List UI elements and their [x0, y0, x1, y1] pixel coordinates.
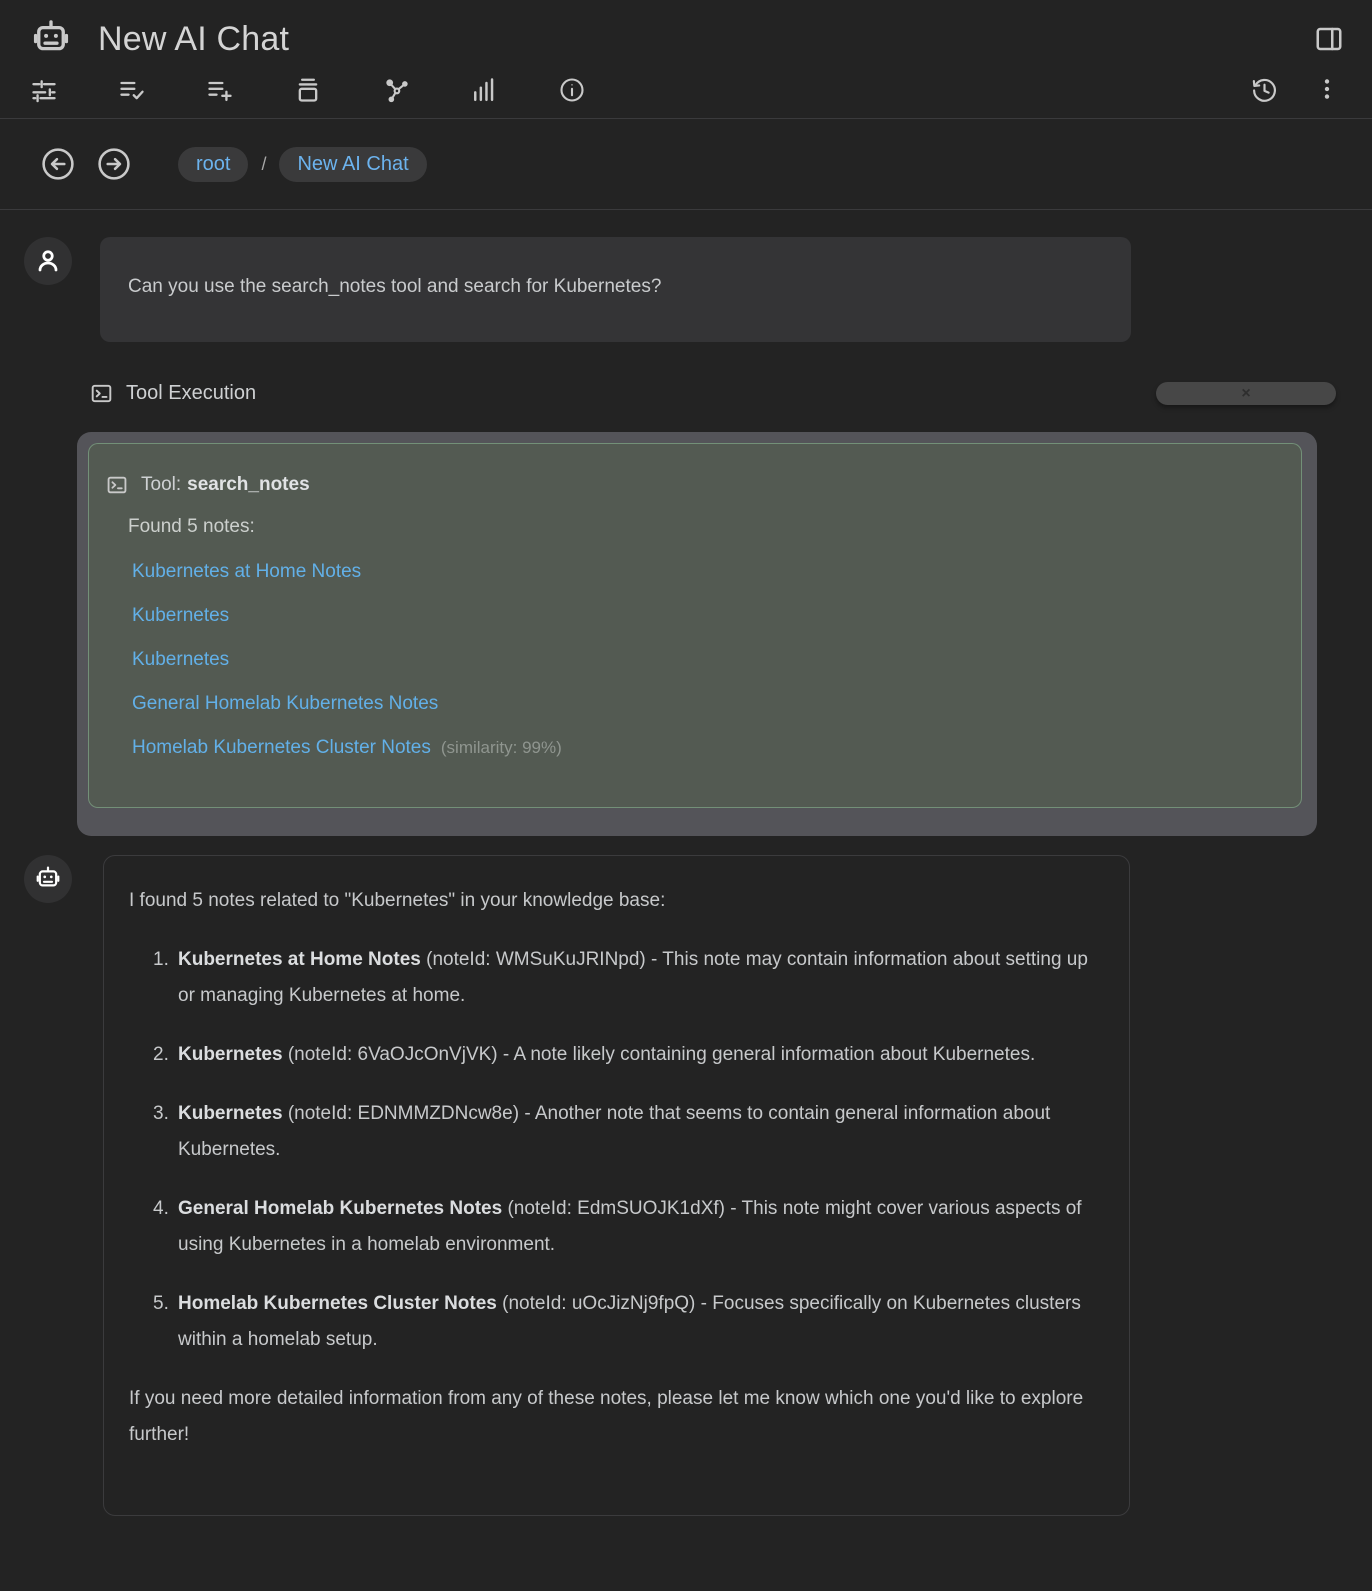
- tool-result-title-row: [106, 474, 1281, 496]
- tool-execution-panel: [77, 432, 1317, 836]
- toggle-right-panel-icon[interactable]: [1314, 24, 1344, 54]
- list-item: [153, 1191, 1089, 1263]
- item-number: 4.: [153, 1198, 169, 1219]
- list-plus-icon[interactable]: [206, 76, 234, 104]
- list-item: [153, 1286, 1089, 1358]
- history-icon[interactable]: [1250, 76, 1278, 104]
- list-item: [153, 942, 1089, 1014]
- archive-icon[interactable]: [294, 76, 322, 104]
- terminal-icon: [90, 382, 113, 405]
- app-header: [0, 0, 1372, 60]
- note-link[interactable]: General Homelab Kubernetes Notes: [132, 693, 439, 714]
- tool-execution-title: Tool Execution: [126, 382, 257, 404]
- note-id: (noteId: uOcJizNj9fpQ): [502, 1293, 696, 1314]
- note-description: - This note might cover various aspects of using Kubernetes in a homelab environment.: [178, 1198, 1082, 1255]
- note-link[interactable]: Homelab Kubernetes Cluster Notes: [132, 737, 431, 758]
- note-link[interactable]: Kubernetes at Home Notes: [132, 561, 362, 582]
- note-description: - Another note that seems to contain general information about Kubernetes.: [178, 1103, 1051, 1160]
- assistant-message-row: [24, 855, 1346, 1516]
- user-message-bubble: [100, 237, 1131, 342]
- note-title: Homelab Kubernetes Cluster Notes: [178, 1293, 497, 1314]
- note-description: - Focuses specifically on Kubernetes clusters within a homelab setup.: [178, 1293, 1081, 1350]
- back-icon[interactable]: [40, 146, 76, 182]
- tool-label: Tool:: [141, 474, 182, 495]
- assistant-message-bubble: [103, 855, 1130, 1516]
- note-id: (noteId: 6VaOJcOnVjVK): [287, 1044, 498, 1065]
- breadcrumb-item-root[interactable]: root: [178, 147, 248, 182]
- assistant-intro: I found 5 notes related to "Kubernetes" in your knowledge base:: [129, 890, 666, 911]
- tool-execution-header: [90, 382, 1346, 405]
- page-title: New AI Chat: [98, 19, 290, 58]
- similarity-text: (similarity: 99%): [440, 738, 562, 757]
- note-link-row: [132, 649, 1281, 671]
- note-link-row: [132, 561, 1281, 583]
- user-avatar: [24, 237, 72, 285]
- breadcrumb-item-current[interactable]: New AI Chat: [279, 147, 426, 182]
- note-id: (noteId: EdmSUOJK1dXf): [507, 1198, 725, 1219]
- item-number: 3.: [153, 1103, 169, 1124]
- terminal-icon: [106, 474, 128, 496]
- breadcrumb: [178, 147, 427, 182]
- tool-result-list: [132, 561, 1281, 759]
- breadcrumb-separator: /: [261, 153, 267, 174]
- robot-icon: [30, 18, 72, 60]
- close-icon: ×: [1241, 384, 1251, 402]
- info-circle-icon[interactable]: [558, 76, 586, 104]
- note-id: (noteId: EDNMMZDNcw8e): [287, 1103, 520, 1124]
- chat-area: [0, 210, 1372, 1516]
- note-description: - This note may contain information about setting up or managing Kubernetes at home.: [178, 949, 1088, 1006]
- list-check-icon[interactable]: [118, 76, 146, 104]
- note-id: (noteId: WMSuKuJRINpd): [426, 949, 646, 970]
- toolbar: [0, 60, 1372, 118]
- list-item: [153, 1037, 1089, 1073]
- assistant-note-list: [153, 942, 1089, 1358]
- item-number: 5.: [153, 1293, 169, 1314]
- found-notes-text: Found 5 notes:: [128, 516, 255, 537]
- tool-result-card: [88, 443, 1302, 808]
- list-item: [153, 1096, 1089, 1168]
- sliders-icon[interactable]: [30, 76, 58, 104]
- breadcrumb-bar: [0, 119, 1372, 209]
- assistant-avatar: [24, 855, 72, 903]
- note-link-row: [132, 693, 1281, 715]
- note-title: Kubernetes: [178, 1103, 283, 1124]
- note-title: General Homelab Kubernetes Notes: [178, 1198, 503, 1219]
- note-link[interactable]: Kubernetes: [132, 649, 230, 670]
- note-description: - A note likely containing general information about Kubernetes.: [502, 1044, 1036, 1065]
- close-tool-execution-button[interactable]: [1156, 382, 1336, 405]
- note-link[interactable]: Kubernetes: [132, 605, 230, 626]
- user-message-row: [24, 237, 1346, 342]
- kebab-menu-icon[interactable]: [1314, 76, 1342, 104]
- forward-icon[interactable]: [96, 146, 132, 182]
- user-message-text: Can you use the search_notes tool and search for Kubernetes?: [128, 276, 662, 297]
- note-title: Kubernetes: [178, 1044, 283, 1065]
- bar-chart-icon[interactable]: [470, 76, 498, 104]
- note-title: Kubernetes at Home Notes: [178, 949, 421, 970]
- tool-name: search_notes: [187, 474, 310, 495]
- note-link-row: [132, 605, 1281, 627]
- note-link-row: [132, 737, 1281, 759]
- assistant-outro: If you need more detailed information from any of these notes, please let me know which one you'd like to explore further!: [129, 1388, 1084, 1445]
- share-graph-icon[interactable]: [382, 76, 410, 104]
- item-number: 2.: [153, 1044, 169, 1065]
- item-number: 1.: [153, 949, 169, 970]
